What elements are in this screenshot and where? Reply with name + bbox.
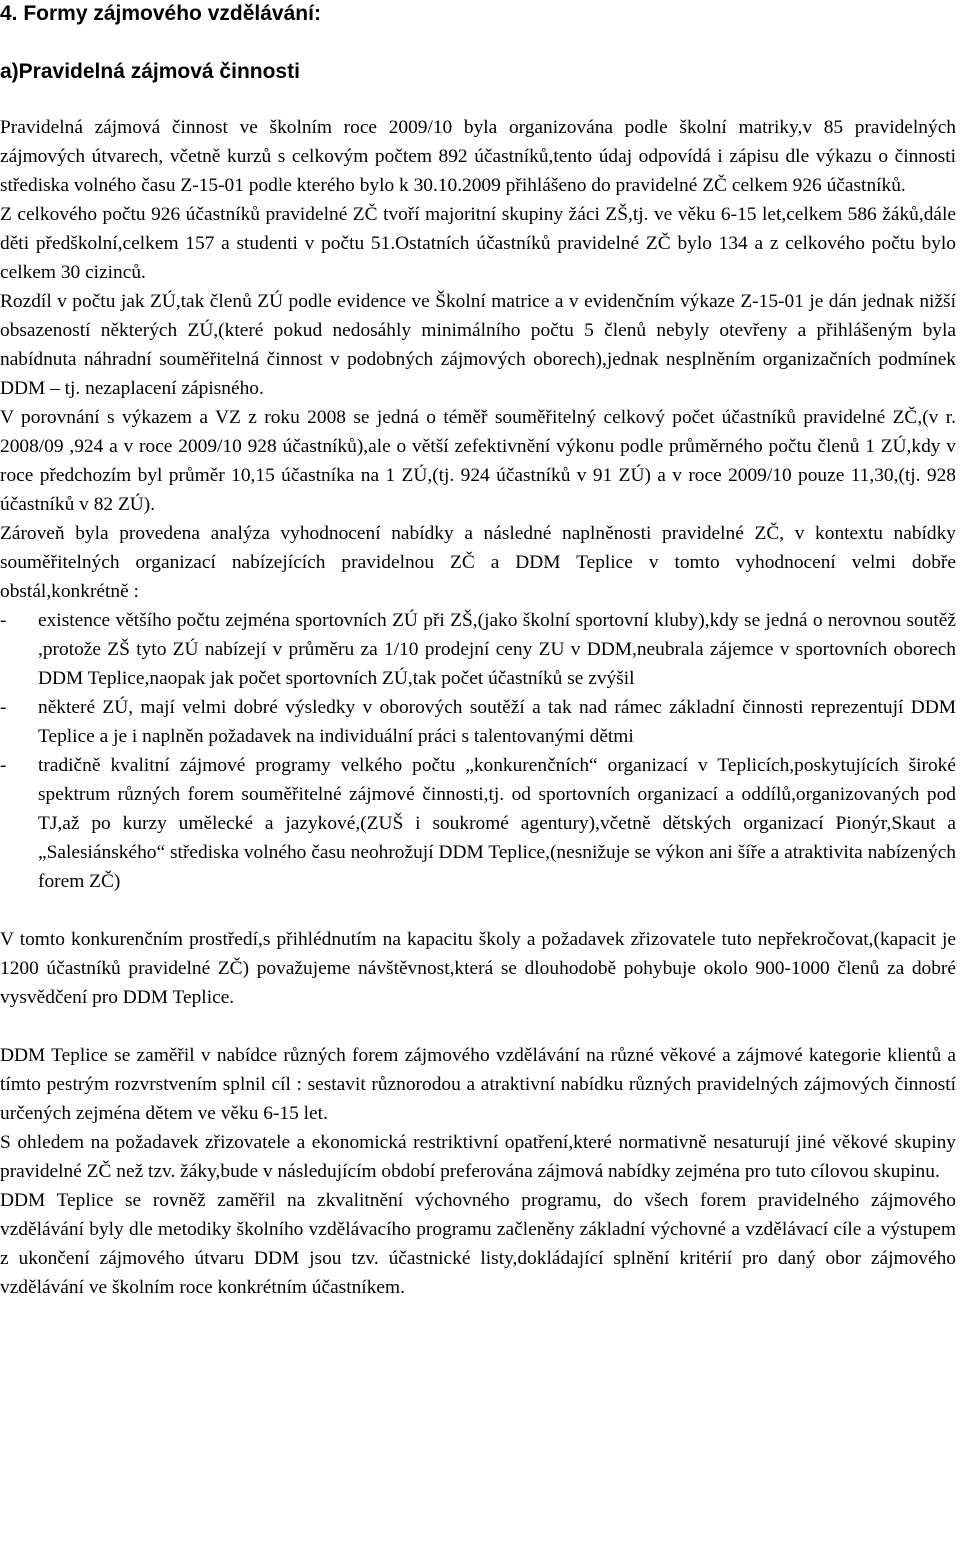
- paragraph: Z celkového počtu 926 účastníků pravidelné ZČ tvoří majoritní skupiny žáci ZŠ,tj. ve věku 6-15 let,celkem 586 žáků,dále děti předškolní,celkem 157 a studenti v počtu 51.Ostatních účastníků pravidelné ZČ bylo 134 a z celkového počtu bylo celkem 30 cizinců.: [0, 204, 956, 283]
- list-item-text: tradičně kvalitní zájmové programy velkého počtu „konkurenčních“ organizací v Teplicích,poskytujících široké spektrum různých forem souměřitelné zájmové činnosti,tj. od sportovních organizací a oddílů,organizovaných pod TJ,až po kurzy umělecké a jazykové,(ZUŠ i soukromé agentury),včetně dětských organizací Pionýr,Skaut a „Salesiánského“ střediska volného času neohrožují DDM Teplice,(nesnižuje se výkon ani šíře a atraktivita nabízených forem ZČ): [38, 755, 956, 892]
- list-marker: -: [0, 755, 7, 776]
- list-item: [0, 751, 956, 896]
- paragraph: S ohledem na požadavek zřizovatele a ekonomická restriktivní opatření,které normativně nesaturují jiné věkové skupiny pravidelné ZČ než tzv. žáky,bude v následujícím období preferována zájmová nabídky zejména pro tuto cílovou skupinu.: [0, 1132, 956, 1182]
- paragraph: Zároveň byla provedena analýza vyhodnocení nabídky a následné naplněnosti pravidelné ZČ, v kontextu nabídky souměřitelných organizací nabízejících pravidelnou ZČ a DDM Teplice v tomto vyhodnocení velmi dobře obstál,konkrétně :: [0, 523, 956, 602]
- paragraph: DDM Teplice se rovněž zaměřil na zkvalitnění výchovného programu, do všech forem pravidelného zájmového vzdělávání byly dle metodiky školního vzdělávacího programu začleněny základní výchovné a vzdělávací cíle a výstupem z ukončení zájmového útvaru DDM jsou tzv. účastnické listy,dokládající splnění kritérií pro daný obor zájmového vzdělávání ve školním roce konkrétním účastníkem.: [0, 1190, 956, 1298]
- list-item: [0, 606, 956, 693]
- paragraph: V porovnání s výkazem a VZ z roku 2008 se jedná o téměř souměřitelný celkový počet účastníků pravidelné ZČ,(v r. 2008/09 ,924 a v roce 2009/10 928 účastníků),ale o větší zefektivnění výkonu podle průměrného počtu členů 1 ZÚ,kdy v roce předchozím byl průměr 10,15 účastníka na 1 ZÚ,(tj. 924 účastníků v 91 ZÚ) a v roce 2009/10 pouze 11,30,(tj. 928 účastníků v 82 ZÚ).: [0, 407, 956, 515]
- section-subheading: a)Pravidelná zájmová činnosti: [0, 60, 300, 83]
- paragraph: V tomto konkurenčním prostředí,s přihlédnutím na kapacitu školy a požadavek zřizovatele tuto nepřekročovat,(kapacit je 1200 účastníků pravidelné ZČ) považujeme návštěvnost,která se dlouhodobě pohybuje okolo 900-1000 členů za dobré vysvědčení pro DDM Teplice.: [0, 929, 956, 1008]
- document-body: [0, 113, 956, 1302]
- bullet-list: [0, 606, 956, 896]
- paragraph: DDM Teplice se zaměřil v nabídce různých forem zájmového vzdělávání na různé věkové a zájmové kategorie klientů a tímto pestrým rozvrstvením splnil cíl : sestavit různorodou a atraktivní nabídku různých pravidelných zájmových činností určených zejména dětem ve věku 6-15 let.: [0, 1045, 956, 1124]
- list-marker: -: [0, 610, 7, 631]
- list-item-text: některé ZÚ, mají velmi dobré výsledky v oborových soutěží a tak nad rámec základní činnosti reprezentují DDM Teplice a je i naplněn požadavek na individuální práci s talentovanými dětmi: [38, 697, 956, 747]
- paragraph: Rozdíl v počtu jak ZÚ,tak členů ZÚ podle evidence ve Školní matrice a v evidenčním výkaze Z-15-01 je dán jednak nižší obsazeností některých ZÚ,(které pokud nedosáhly minimálního počtu 5 členů nebyly otevřeny a přihlášeným byla nabídnuta náhradní souměřitelná činnost v podobných zájmových oborech),jednak nesplněním organizačních podmínek DDM – tj. nezaplacení zápisného.: [0, 291, 956, 399]
- section-heading: 4. Formy zájmového vzdělávání:: [0, 2, 321, 25]
- list-item-text: existence většího počtu zejména sportovních ZÚ při ZŠ,(jako školní sportovní kluby),kdy se jedná o nerovnou soutěž ,protože ZŠ tyto ZÚ nabízejí v průměru za 1/10 prodejní ceny ZU v DDM,neubrala zájemce v sportovních oborech DDM Teplice,naopak jak počet sportovních ZÚ,tak počet účastníků se zvýšil: [38, 610, 956, 689]
- paragraph-spacer: [0, 1012, 956, 1041]
- paragraph-spacer: [0, 896, 956, 925]
- list-item: [0, 693, 956, 751]
- paragraph: Pravidelná zájmová činnost ve školním roce 2009/10 byla organizována podle školní matriky,v 85 pravidelných zájmových útvarech, včetně kurzů s celkovým počtem 892 účastníků,tento údaj odpovídá i zápisu dle výkazu o činnosti střediska volného času Z-15-01 podle kterého bylo k 30.10.2009 přihlášeno do pravidelné ZČ celkem 926 účastníků.: [0, 117, 956, 196]
- list-marker: -: [0, 697, 7, 718]
